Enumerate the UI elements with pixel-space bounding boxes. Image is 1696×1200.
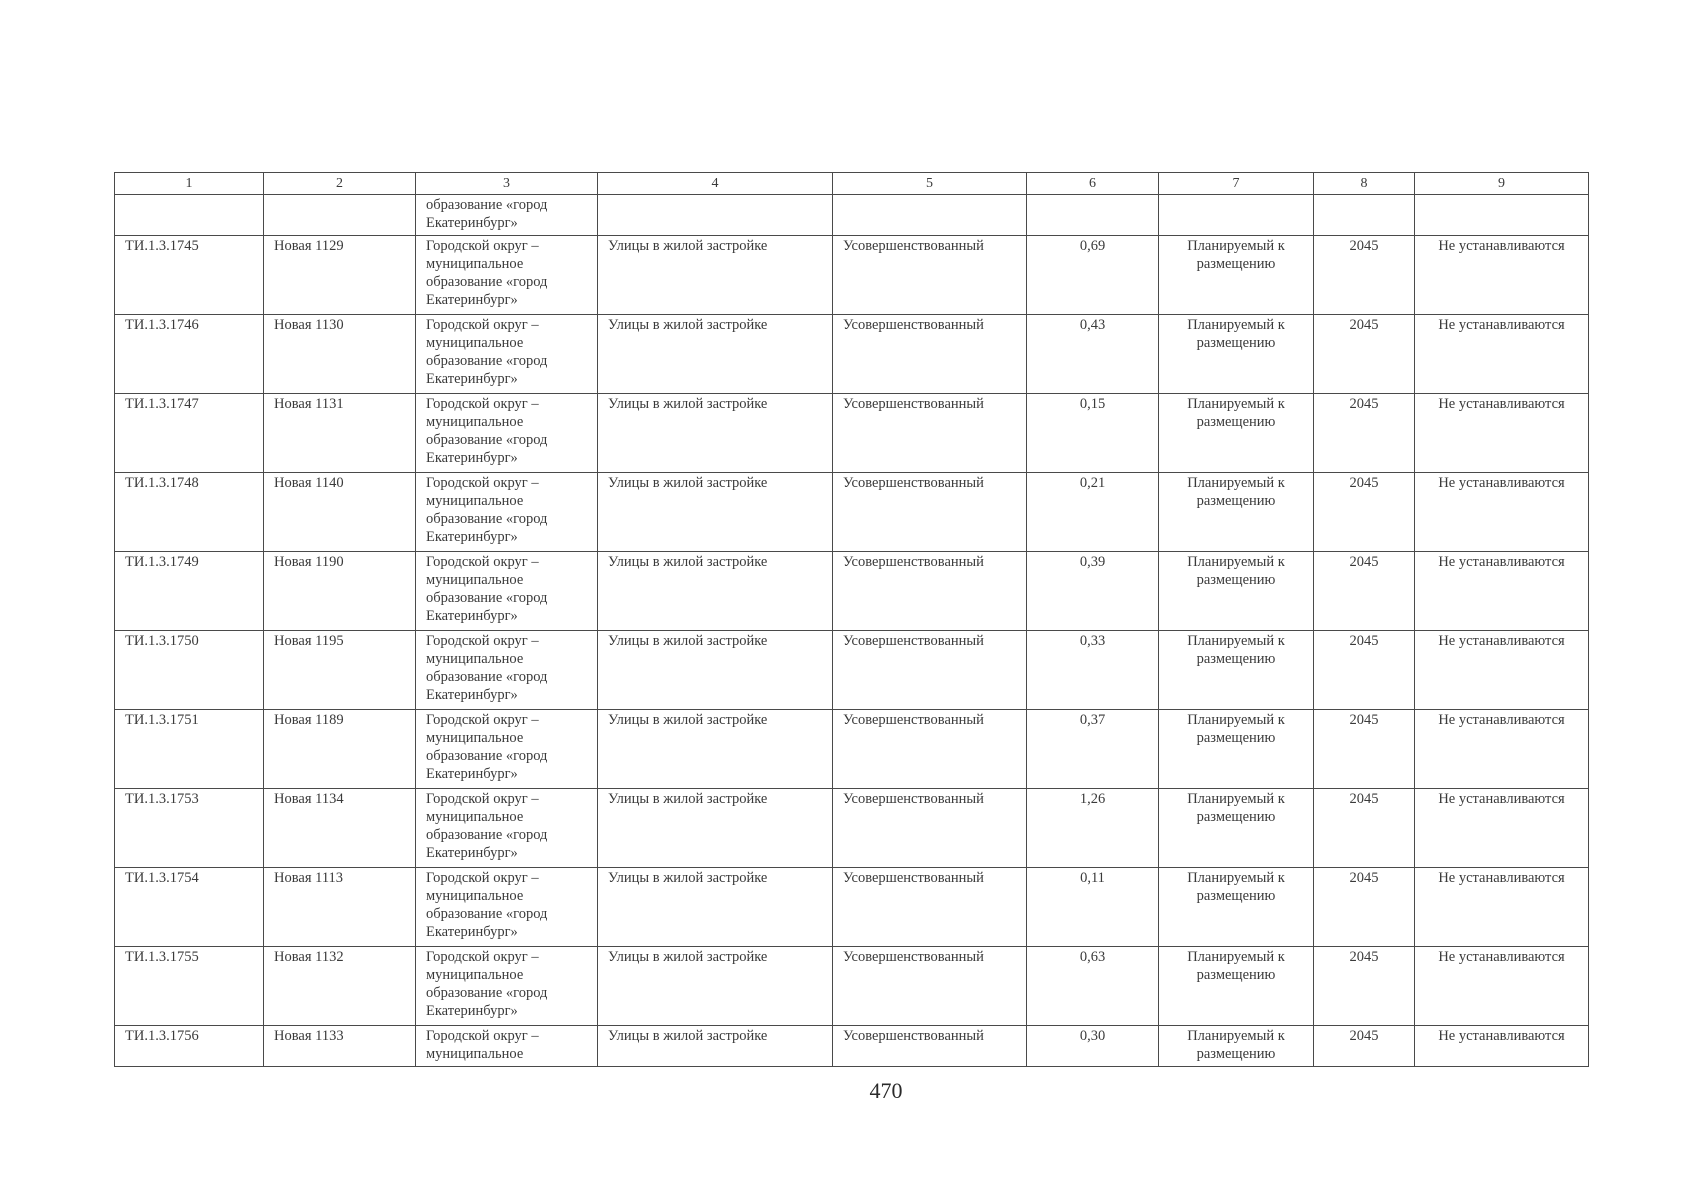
cell-status: Планируемый к размещению	[1159, 631, 1314, 710]
cell-year: 2045	[1314, 789, 1415, 868]
cell-zones: Не устанавливаются	[1415, 1026, 1589, 1067]
cell-status: Планируемый к размещению	[1159, 315, 1314, 394]
registry-table	[114, 172, 1589, 1067]
table-row	[115, 710, 1589, 789]
cell-category: Улицы в жилой застройке	[598, 947, 833, 1026]
cell-status: Планируемый к размещению	[1159, 473, 1314, 552]
cell-year: 2045	[1314, 710, 1415, 789]
cell-name	[264, 195, 416, 236]
cell-location: Городской округ – муниципальное образование «город Екатеринбург»	[416, 710, 598, 789]
cell-year: 2045	[1314, 473, 1415, 552]
cell-id	[115, 195, 264, 236]
cell-surface: Усовершенствованный	[833, 947, 1027, 1026]
cell-status: Планируемый к размещению	[1159, 1026, 1314, 1067]
table-body	[115, 195, 1589, 1067]
cell-year: 2045	[1314, 552, 1415, 631]
cell-location: Городской округ – муниципальное образование «город Екатеринбург»	[416, 552, 598, 631]
cell-name: Новая 1130	[264, 315, 416, 394]
cell-id: ТИ.1.3.1751	[115, 710, 264, 789]
cell-category: Улицы в жилой застройке	[598, 552, 833, 631]
cell-surface: Усовершенствованный	[833, 552, 1027, 631]
table-header	[115, 173, 1589, 195]
cell-zones: Не устанавливаются	[1415, 631, 1589, 710]
cell-location: Городской округ – муниципальное образование «город Екатеринбург»	[416, 789, 598, 868]
cell-length: 0,11	[1027, 868, 1159, 947]
cell-zones: Не устанавливаются	[1415, 315, 1589, 394]
cell-location: образование «город Екатеринбург»	[416, 195, 598, 236]
cell-year: 2045	[1314, 947, 1415, 1026]
table-row	[115, 394, 1589, 473]
cell-year: 2045	[1314, 868, 1415, 947]
table-row	[115, 947, 1589, 1026]
cell-id: ТИ.1.3.1748	[115, 473, 264, 552]
cell-status: Планируемый к размещению	[1159, 947, 1314, 1026]
cell-category: Улицы в жилой застройке	[598, 789, 833, 868]
cell-length: 0,15	[1027, 394, 1159, 473]
cell-year	[1314, 195, 1415, 236]
table-row	[115, 552, 1589, 631]
header-cell-1: 1	[115, 173, 264, 195]
cell-length: 0,39	[1027, 552, 1159, 631]
table-row	[115, 789, 1589, 868]
cell-zones: Не устанавливаются	[1415, 947, 1589, 1026]
cell-id: ТИ.1.3.1750	[115, 631, 264, 710]
header-cell-5: 5	[833, 173, 1027, 195]
cell-length: 0,63	[1027, 947, 1159, 1026]
cell-status	[1159, 195, 1314, 236]
cell-id: ТИ.1.3.1749	[115, 552, 264, 631]
table-row	[115, 1026, 1589, 1067]
cell-id: ТИ.1.3.1747	[115, 394, 264, 473]
cell-length: 0,21	[1027, 473, 1159, 552]
table-row	[115, 473, 1589, 552]
cell-name: Новая 1189	[264, 710, 416, 789]
cell-name: Новая 1195	[264, 631, 416, 710]
cell-surface: Усовершенствованный	[833, 789, 1027, 868]
cell-name: Новая 1134	[264, 789, 416, 868]
cell-category: Улицы в жилой застройке	[598, 236, 833, 315]
cell-status: Планируемый к размещению	[1159, 868, 1314, 947]
cell-status: Планируемый к размещению	[1159, 789, 1314, 868]
cell-location: Городской округ – муниципальное образование «город Екатеринбург»	[416, 947, 598, 1026]
table-row	[115, 236, 1589, 315]
cell-id: ТИ.1.3.1746	[115, 315, 264, 394]
header-cell-3: 3	[416, 173, 598, 195]
table-row-continuation	[115, 195, 1589, 236]
cell-length	[1027, 195, 1159, 236]
cell-zones: Не устанавливаются	[1415, 236, 1589, 315]
cell-category: Улицы в жилой застройке	[598, 710, 833, 789]
cell-location: Городской округ – муниципальное образование «город Екатеринбург»	[416, 236, 598, 315]
cell-category: Улицы в жилой застройке	[598, 315, 833, 394]
cell-location: Городской округ – муниципальное образование «город Екатеринбург»	[416, 868, 598, 947]
cell-location: Городской округ – муниципальное образование «город Екатеринбург»	[416, 315, 598, 394]
cell-surface: Усовершенствованный	[833, 394, 1027, 473]
header-row	[115, 173, 1589, 195]
header-cell-9: 9	[1415, 173, 1589, 195]
cell-category	[598, 195, 833, 236]
cell-zones	[1415, 195, 1589, 236]
cell-length: 1,26	[1027, 789, 1159, 868]
cell-name: Новая 1132	[264, 947, 416, 1026]
cell-id: ТИ.1.3.1753	[115, 789, 264, 868]
cell-name: Новая 1140	[264, 473, 416, 552]
cell-status: Планируемый к размещению	[1159, 552, 1314, 631]
cell-year: 2045	[1314, 315, 1415, 394]
cell-surface: Усовершенствованный	[833, 710, 1027, 789]
cell-category: Улицы в жилой застройке	[598, 631, 833, 710]
header-cell-7: 7	[1159, 173, 1314, 195]
cell-zones: Не устанавливаются	[1415, 789, 1589, 868]
cell-name: Новая 1131	[264, 394, 416, 473]
table-row	[115, 868, 1589, 947]
cell-status: Планируемый к размещению	[1159, 236, 1314, 315]
cell-name: Новая 1133	[264, 1026, 416, 1067]
cell-year: 2045	[1314, 1026, 1415, 1067]
page-number: 470	[869, 1078, 903, 1103]
cell-year: 2045	[1314, 394, 1415, 473]
table-row	[115, 631, 1589, 710]
cell-name: Новая 1190	[264, 552, 416, 631]
header-cell-8: 8	[1314, 173, 1415, 195]
cell-year: 2045	[1314, 236, 1415, 315]
cell-surface: Усовершенствованный	[833, 236, 1027, 315]
cell-surface: Усовершенствованный	[833, 1026, 1027, 1067]
cell-id: ТИ.1.3.1755	[115, 947, 264, 1026]
cell-name: Новая 1113	[264, 868, 416, 947]
cell-zones: Не устанавливаются	[1415, 394, 1589, 473]
cell-category: Улицы в жилой застройке	[598, 394, 833, 473]
cell-category: Улицы в жилой застройке	[598, 868, 833, 947]
cell-status: Планируемый к размещению	[1159, 710, 1314, 789]
cell-id: ТИ.1.3.1754	[115, 868, 264, 947]
cell-zones: Не устанавливаются	[1415, 552, 1589, 631]
cell-zones: Не устанавливаются	[1415, 868, 1589, 947]
cell-surface	[833, 195, 1027, 236]
cell-name: Новая 1129	[264, 236, 416, 315]
cell-status: Планируемый к размещению	[1159, 394, 1314, 473]
cell-zones: Не устанавливаются	[1415, 710, 1589, 789]
cell-length: 0,37	[1027, 710, 1159, 789]
cell-category: Улицы в жилой застройке	[598, 1026, 833, 1067]
cell-year: 2045	[1314, 631, 1415, 710]
cell-id: ТИ.1.3.1756	[115, 1026, 264, 1067]
cell-location: Городской округ – муниципальное	[416, 1026, 598, 1067]
header-cell-6: 6	[1027, 173, 1159, 195]
cell-length: 0,69	[1027, 236, 1159, 315]
table-row	[115, 315, 1589, 394]
header-cell-4: 4	[598, 173, 833, 195]
cell-location: Городской округ – муниципальное образование «город Екатеринбург»	[416, 473, 598, 552]
cell-category: Улицы в жилой застройке	[598, 473, 833, 552]
cell-length: 0,43	[1027, 315, 1159, 394]
cell-id: ТИ.1.3.1745	[115, 236, 264, 315]
cell-location: Городской округ – муниципальное образование «город Екатеринбург»	[416, 394, 598, 473]
cell-surface: Усовершенствованный	[833, 473, 1027, 552]
cell-surface: Усовершенствованный	[833, 315, 1027, 394]
cell-surface: Усовершенствованный	[833, 868, 1027, 947]
cell-zones: Не устанавливаются	[1415, 473, 1589, 552]
cell-length: 0,33	[1027, 631, 1159, 710]
cell-length: 0,30	[1027, 1026, 1159, 1067]
cell-surface: Усовершенствованный	[833, 631, 1027, 710]
header-cell-2: 2	[264, 173, 416, 195]
cell-location: Городской округ – муниципальное образование «город Екатеринбург»	[416, 631, 598, 710]
